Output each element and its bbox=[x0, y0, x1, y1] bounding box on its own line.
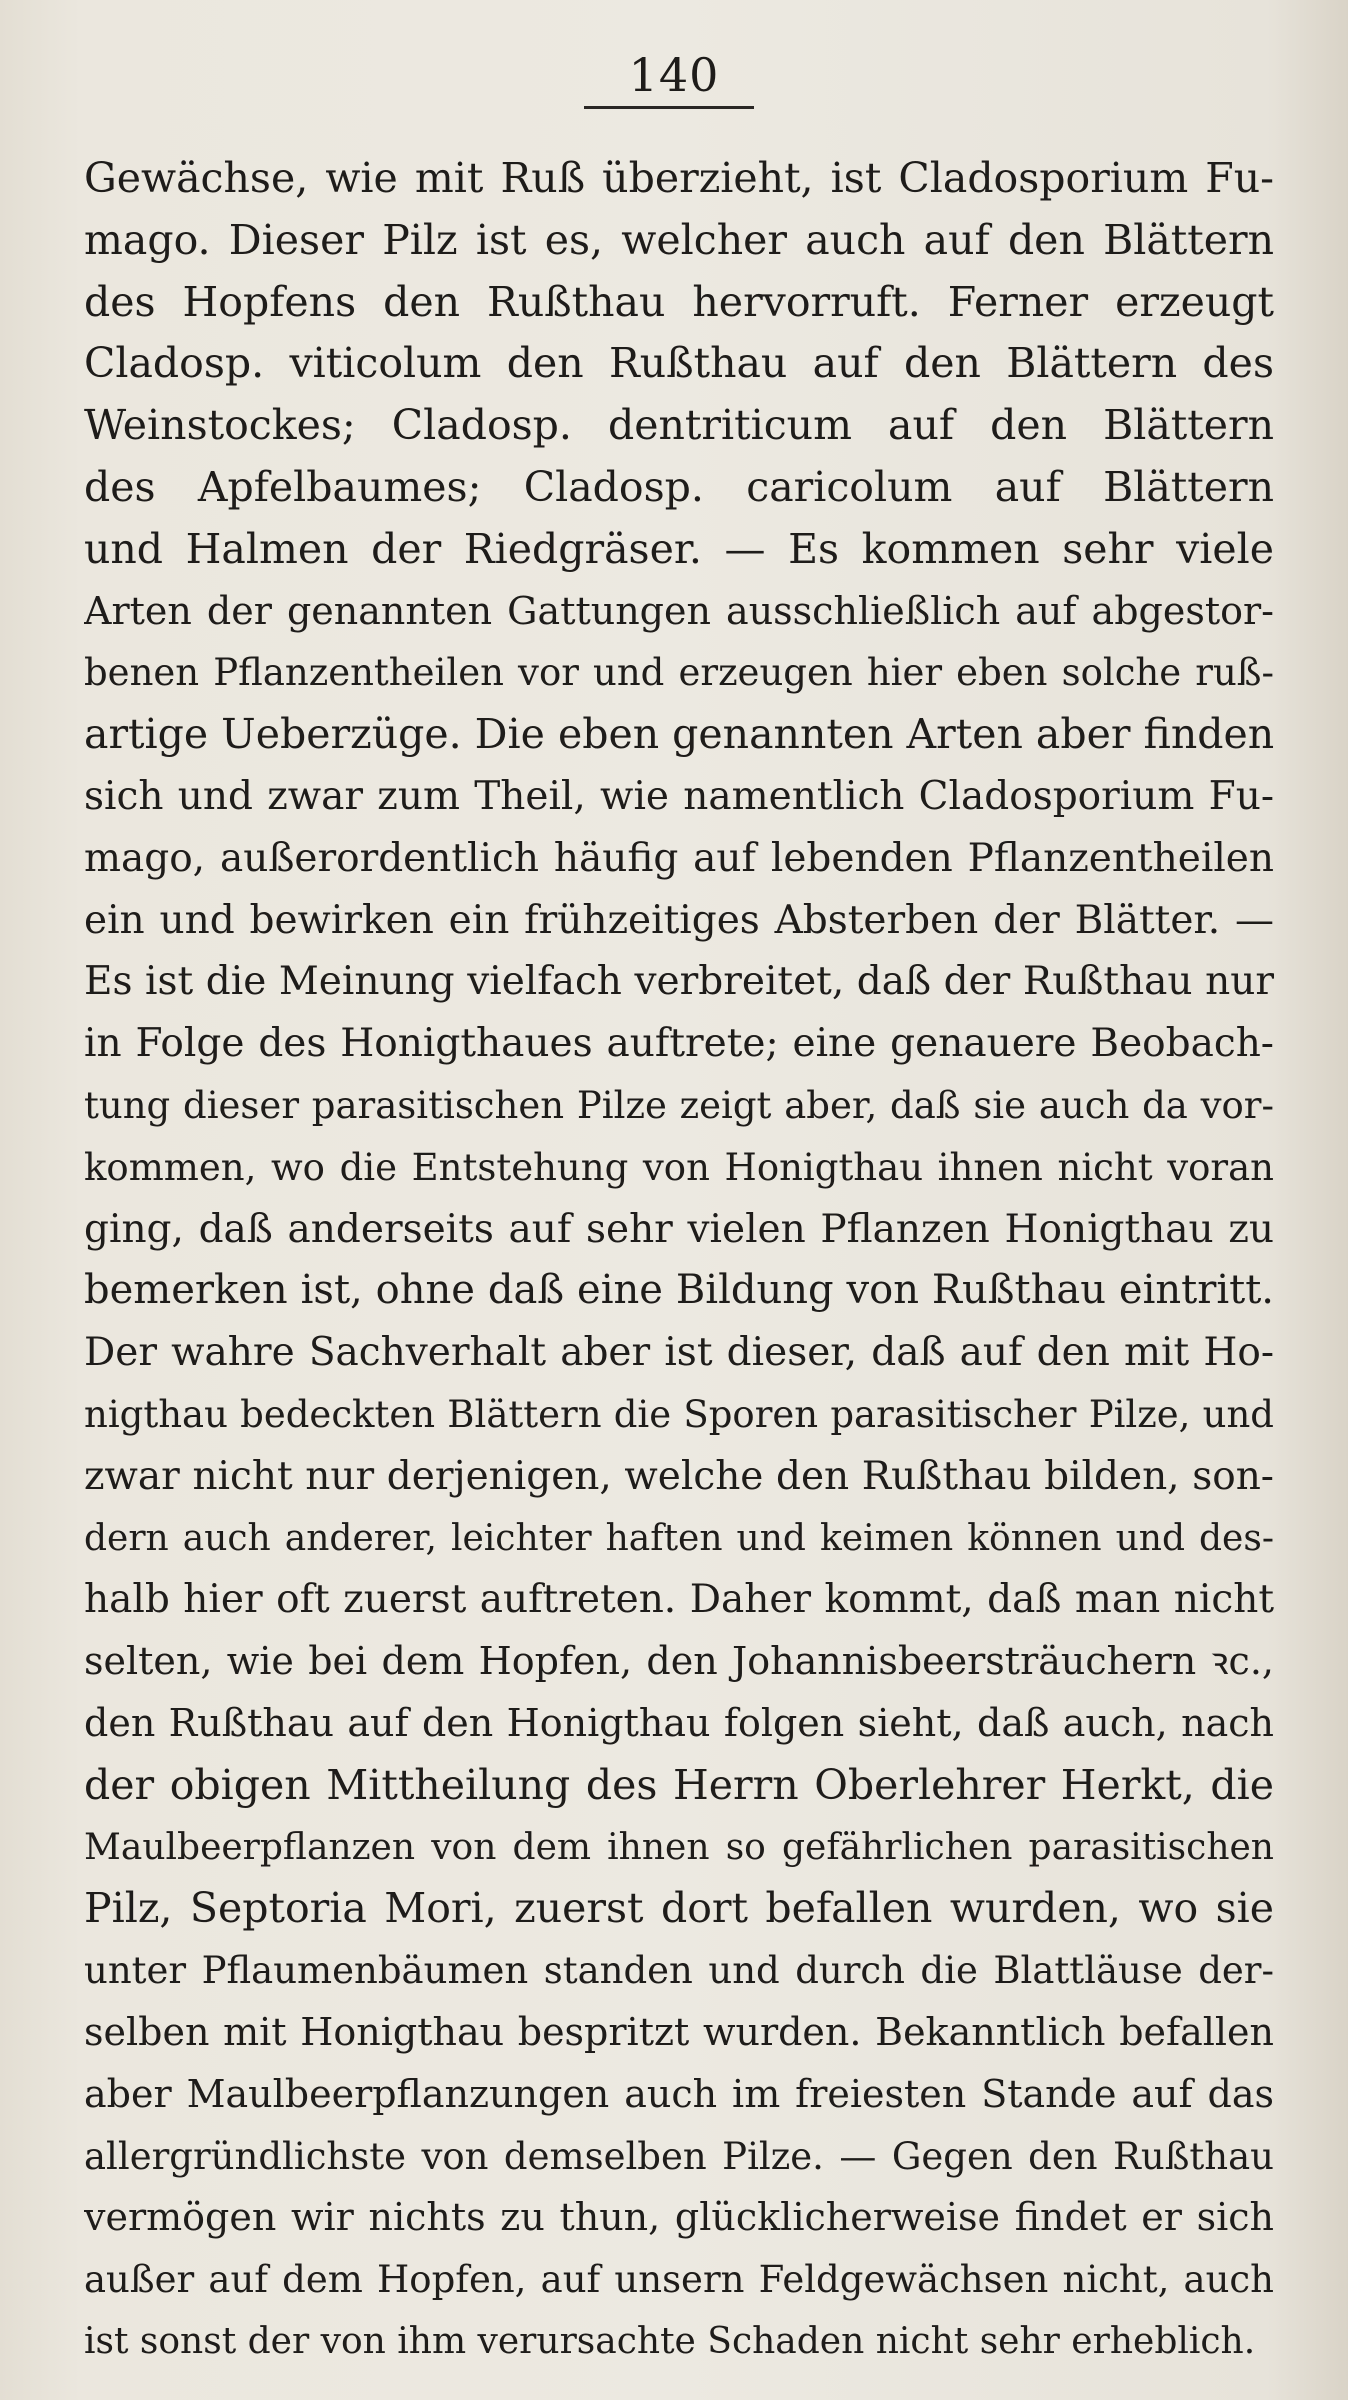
text-line: zwar nicht nur derjenigen, welche den Rußthau bilden, son- bbox=[84, 1453, 1274, 1499]
text-line: Arten der genannten Gattungen ausschließlich auf abgestor- bbox=[84, 588, 1274, 633]
text-line: tung dieser parasitischen Pilze zeigt aber, daß sie auch da vor- bbox=[84, 1083, 1274, 1127]
text-line: mago. Dieser Pilz ist es, welcher auch auf den Blättern bbox=[84, 215, 1274, 264]
text-line: Weinstockes; Cladosp. dentriticum auf den Blättern bbox=[84, 401, 1274, 450]
body-text bbox=[84, 148, 1274, 2373]
text-line: artige Ueberzüge. Die eben genannten Arten aber finden bbox=[84, 710, 1274, 759]
text-line: außer auf dem Hopfen, auf unsern Feldgewächsen nicht, auch bbox=[84, 2258, 1274, 2302]
text-line: kommen, wo die Entstehung von Honigthau ihnen nicht voran bbox=[84, 1145, 1274, 1189]
text-line: sich und zwar zum Theil, wie namentlich Cladosporium Fu- bbox=[84, 773, 1274, 819]
text-line: Cladosp. viticolum den Rußthau auf den Blättern des bbox=[84, 339, 1274, 388]
text-line: des Apfelbaumes; Cladosp. caricolum auf Blättern bbox=[84, 462, 1274, 511]
text-line: und Halmen der Riedgräser. — Es kommen sehr viele bbox=[84, 524, 1274, 573]
text-line: nigthau bedeckten Blättern die Sporen parasitischer Pilze, und bbox=[84, 1392, 1274, 1436]
text-line: ein und bewirken ein frühzeitiges Absterben der Blätter. — bbox=[84, 897, 1274, 943]
text-line: Es ist die Meinung vielfach verbreitet, daß der Rußthau nur bbox=[84, 959, 1274, 1005]
text-line: in Folge des Honigthaues auftrete; eine genauere Beobach- bbox=[84, 1021, 1274, 1067]
text-line: bemerken ist, ohne daß eine Bildung von Rußthau eintritt. bbox=[84, 1267, 1274, 1314]
text-line: ist sonst der von ihm verursachte Schaden nicht sehr erheblich. bbox=[84, 2320, 1256, 2362]
text-line: halb hier oft zuerst auftreten. Daher kommt, daß man nicht bbox=[84, 1577, 1274, 1623]
header-rule bbox=[584, 106, 754, 109]
text-line: Gewächse, wie mit Ruß überzieht, ist Cladosporium Fu- bbox=[84, 154, 1274, 202]
text-line: selten, wie bei dem Hopfen, den Johannisbeersträuchern ꝛc., bbox=[84, 1639, 1274, 1684]
text-line: mago, außerordentlich häufig auf lebenden Pflanzentheilen bbox=[84, 835, 1274, 881]
text-line: benen Pflanzentheilen vor und erzeugen hier eben solche ruß- bbox=[84, 651, 1274, 695]
text-line: allergründlichste von demselben Pilze. — Gegen den Rußthau bbox=[84, 2134, 1274, 2178]
text-line: Maulbeerpflanzen von dem ihnen so gefährlichen parasitischen bbox=[84, 1826, 1274, 1868]
text-line: Pilz, Septoria Mori, zuerst dort befallen wurden, wo sie bbox=[84, 1884, 1274, 1933]
text-line: der obigen Mittheilung des Herrn Oberlehrer Herkt, die bbox=[84, 1760, 1274, 1809]
text-line: ging, daß anderseits auf sehr vielen Pflanzen Honigthau zu bbox=[84, 1206, 1274, 1252]
text-line: aber Maulbeerpflanzungen auch im freiesten Stande auf das bbox=[84, 2071, 1274, 2116]
text-line: den Rußthau auf den Honigthau folgen sieht, daß auch, nach bbox=[84, 1700, 1274, 1745]
page-number: 140 bbox=[628, 48, 720, 102]
text-line: unter Pflaumenbäumen standen und durch die Blattläuse der- bbox=[84, 1949, 1274, 1993]
text-line: dern auch anderer, leichter haften und keimen können und des- bbox=[84, 1517, 1274, 1559]
text-line: selben mit Honigthau bespritzt wurden. Bekanntlich befallen bbox=[84, 2009, 1274, 2054]
text-line: des Hopfens den Rußthau hervorruft. Ferner erzeugt bbox=[84, 277, 1274, 326]
text-line: vermögen wir nichts zu thun, glücklicherweise findet er sich bbox=[84, 2195, 1274, 2240]
text-line: Der wahre Sachverhalt aber ist dieser, daß auf den mit Ho- bbox=[84, 1330, 1274, 1376]
